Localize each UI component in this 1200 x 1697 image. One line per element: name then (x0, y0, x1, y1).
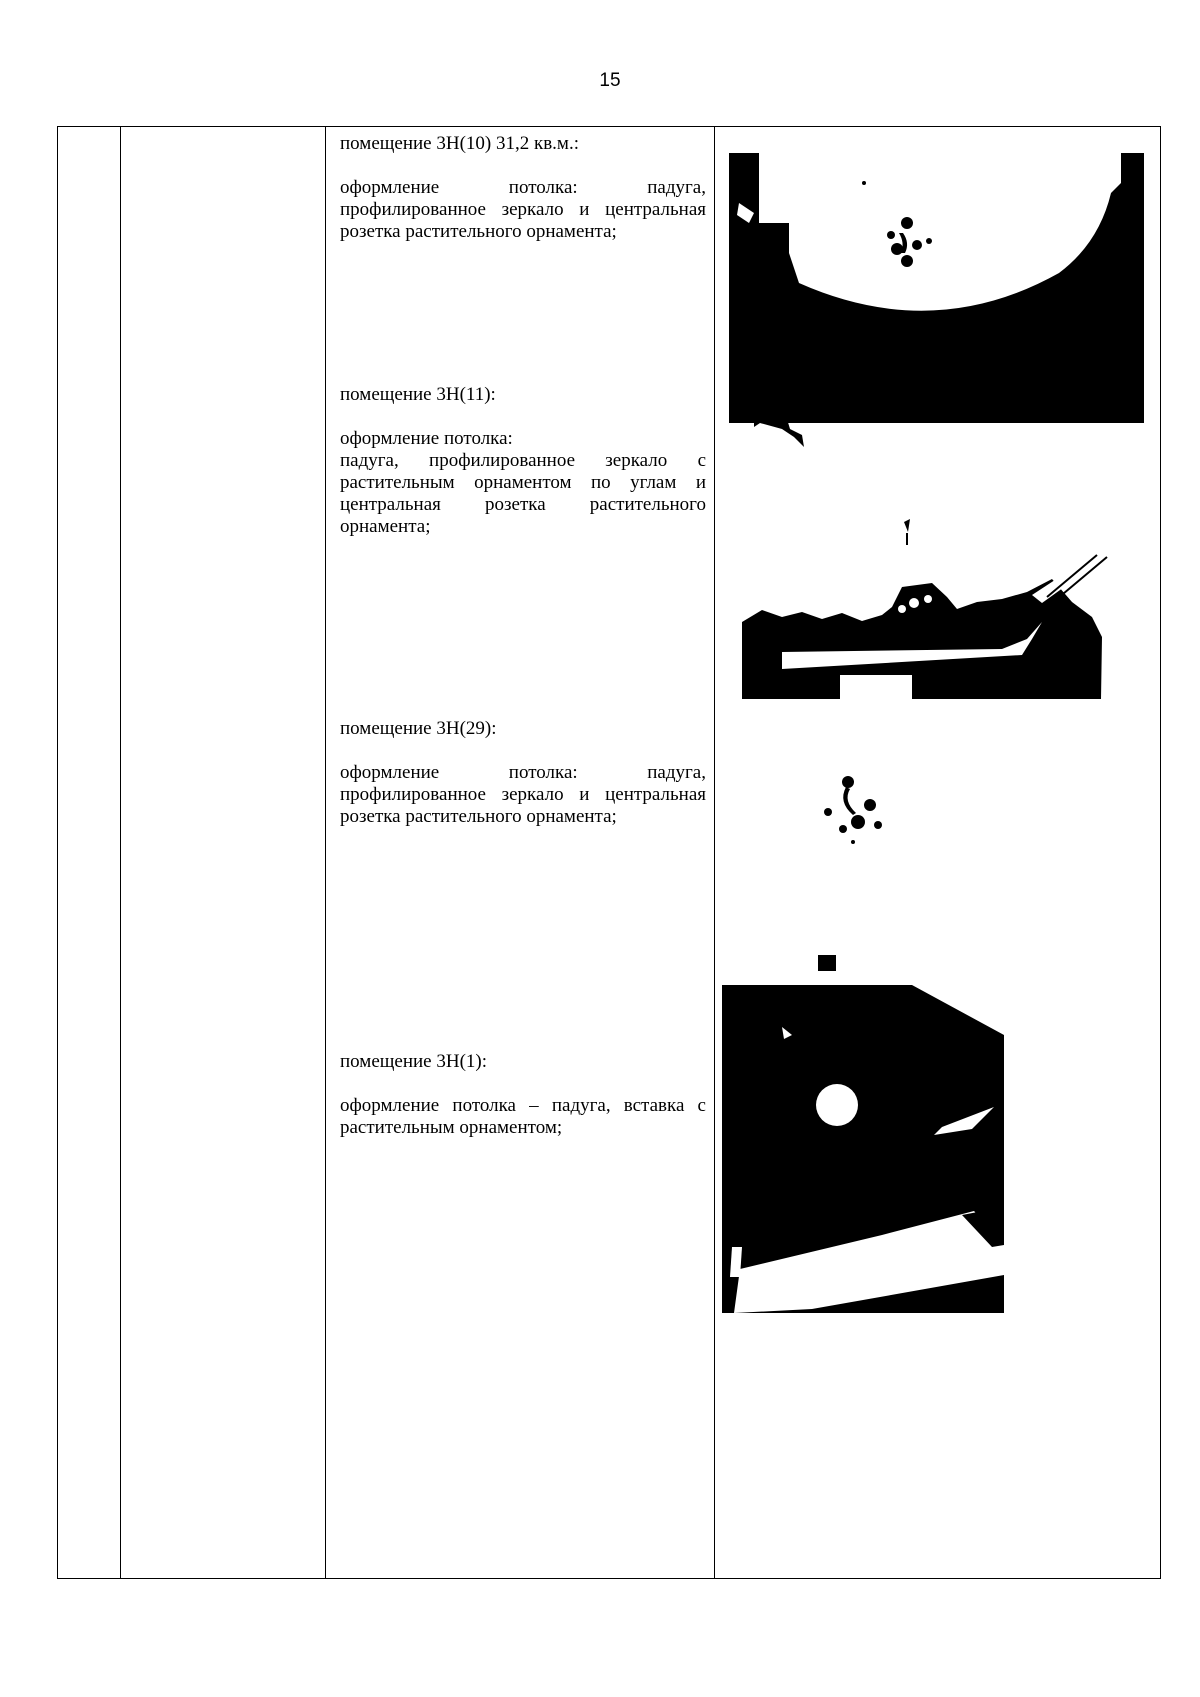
room-description: падуга, профилированное зеркало с растительным орнаментом по углам и центральная розетка растительного орнамента; (340, 450, 706, 537)
room-description: оформление потолка – падуга, вставка с растительным орнаментом; (340, 1095, 706, 1138)
room-title: помещение 3Н(1): (340, 1051, 487, 1072)
chandelier-detail (798, 767, 918, 847)
entry-room-3n11 (340, 384, 706, 538)
room-description: оформление потолка: падуга, профилированное зеркало и центральная розетка растительного орнамента; (340, 762, 706, 827)
room-title: помещение 3Н(10) 31,2 кв.м.: (340, 133, 579, 154)
room-description-label: оформление потолка: (340, 428, 513, 449)
entry-room-3n29 (340, 718, 706, 828)
ceiling-photo-3n1 (722, 947, 1042, 1327)
page-number: 15 (599, 70, 621, 91)
entry-room-3n10 (340, 133, 706, 243)
column-divider (325, 127, 326, 1578)
room-title: помещение 3Н(11): (340, 384, 496, 405)
column-divider (714, 127, 715, 1578)
room-title: помещение 3Н(29): (340, 718, 497, 739)
ceiling-photo-3n11 (742, 407, 1132, 707)
entry-room-3n1 (340, 1051, 706, 1139)
description-table (57, 126, 1161, 1579)
column-divider (120, 127, 121, 1578)
room-description: оформление потолка: падуга, профилированное зеркало и центральная розетка растительного орнамента; (340, 177, 706, 242)
